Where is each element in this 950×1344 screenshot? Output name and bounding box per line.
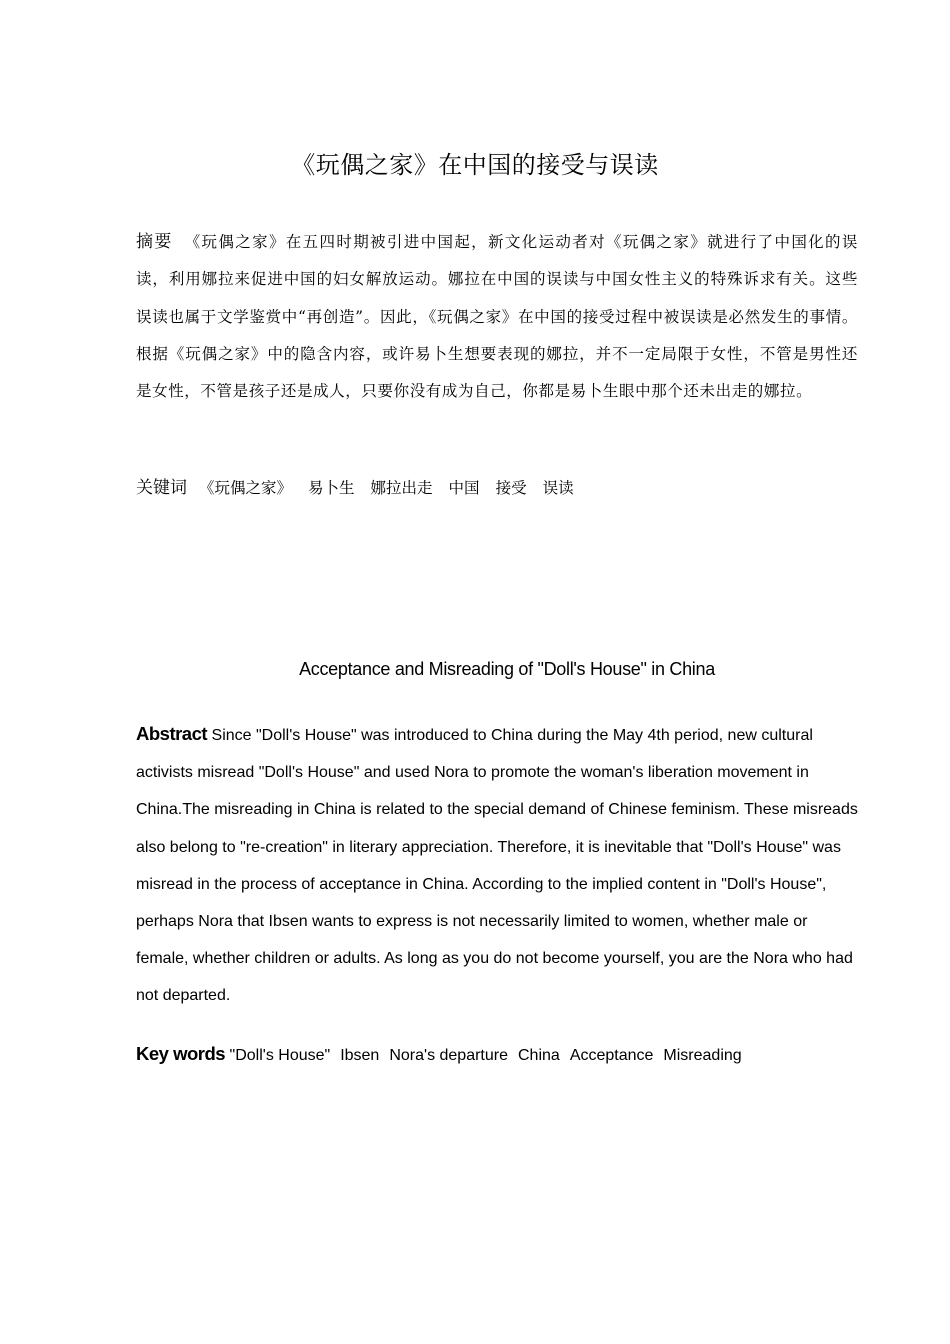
chinese-keyword: 娜拉出走 — [370, 479, 433, 497]
chinese-keyword: 接受 — [495, 479, 527, 497]
chinese-keyword: 《玩偶之家》 — [199, 479, 293, 497]
english-keyword: Acceptance — [569, 1047, 654, 1064]
chinese-abstract-label: 摘要 — [136, 232, 173, 252]
chinese-keyword: 中国 — [448, 479, 480, 497]
english-abstract-text: Since "Doll's House" was introduced to China during the May 4th period, new cultural activists misread "Doll's House" and used Nora to promote the woman's liberation movement in China.The misreading in China is related to the special demand of Chinese feminism. These misreads also belong to "re-creation" in literary appreciation. Therefore, it is inevitable that "Doll's House" was misread in the process of acceptance in China. According to the implied content in "Doll's House", perhaps Nora that Ibsen wants to express is not necessarily limited to women, whether male or female, whether children or adults. As long as you do not become yourself, you are the Nora who had not departed. — [136, 727, 858, 1005]
english-keyword: Ibsen — [340, 1047, 380, 1064]
english-keyword: "Doll's House" — [229, 1047, 331, 1064]
english-keywords-label: Key words — [136, 1043, 226, 1064]
english-title: Acceptance and Misreading of "Doll's House" in China — [299, 659, 715, 679]
chinese-keywords-label: 关键词 — [136, 478, 187, 498]
chinese-abstract-text: 《玩偶之家》在五四时期被引进中国起，新文化运动者对《玩偶之家》就进行了中国化的误读，利用娜拉来促进中国的妇女解放运动。娜拉在中国的误读与中国女性主义的特殊诉求有关。这些误读也属于文学鉴赏中“再创造”。因此，《玩偶之家》在中国的接受过程中被误读是必然发生的事情。根据《玩偶之家》中的隐含内容，或许易卜生想要表现的娜拉，并不一定局限于女性，不管是男性还是女性，不管是孩子还是成人，只要你没有成为自己，你都是易卜生眼中那个还未出走的娜拉。 — [136, 233, 858, 401]
chinese-keyword: 易卜生 — [308, 479, 355, 497]
english-keyword: Misreading — [663, 1047, 742, 1064]
english-abstract-label: Abstract — [136, 723, 208, 744]
english-keyword: Nora's departure — [389, 1047, 508, 1064]
chinese-keyword: 误读 — [542, 479, 574, 497]
english-keywords — [136, 1037, 858, 1073]
chinese-keywords — [136, 470, 858, 506]
chinese-title: 《玩偶之家》在中国的接受与误读 — [291, 151, 659, 179]
chinese-abstract — [136, 224, 858, 410]
english-keyword: China — [518, 1047, 560, 1064]
english-abstract — [136, 715, 861, 1015]
